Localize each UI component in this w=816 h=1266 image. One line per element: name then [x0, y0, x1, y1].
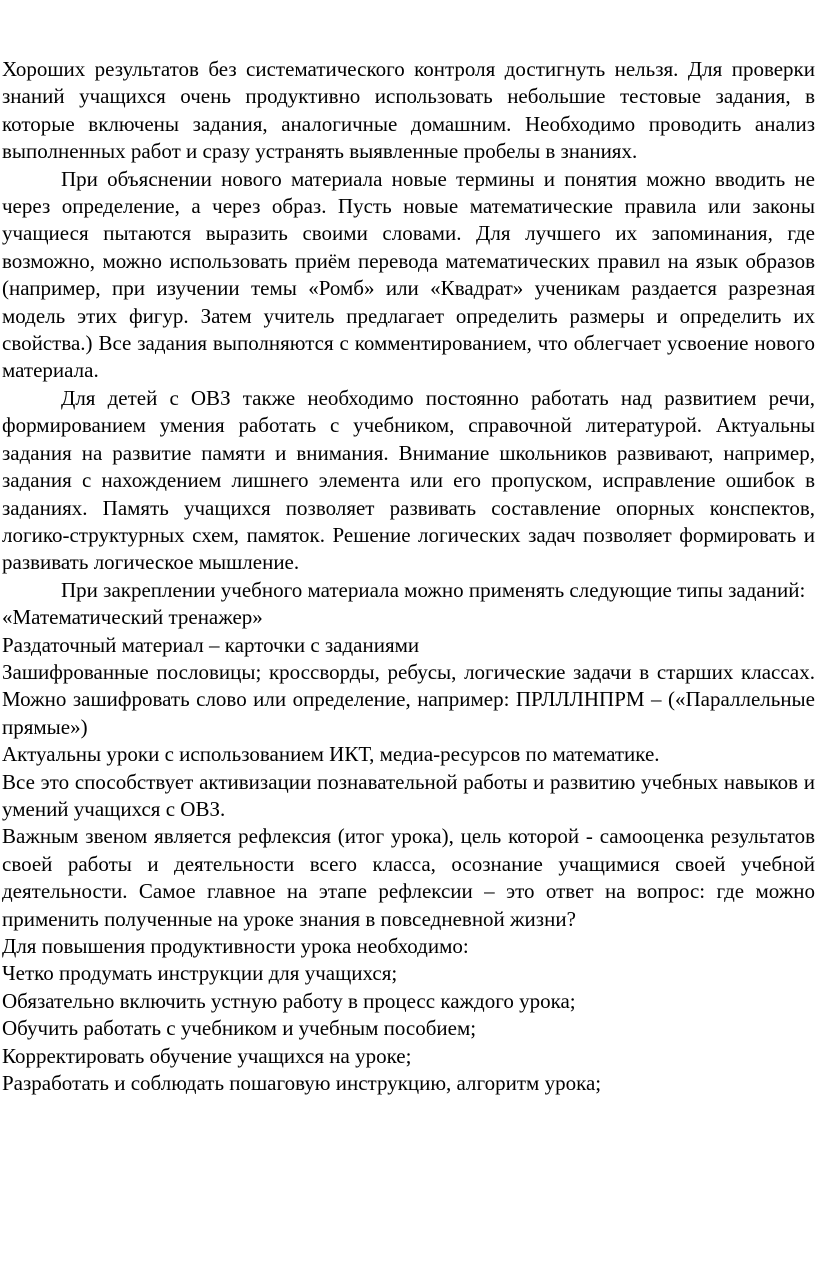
document-page	[0, 56, 816, 1097]
paragraph-reflection: Важным звеном является рефлексия (итог урока), цель которой - самооценка результатов своей работы и деятельности всего класса, осознание учащимися своей учебной деятельности. Самое главное на этапе рефлексии – это ответ на вопрос: где можно применить полученные на уроке знания в повседневной жизни?	[2, 824, 815, 931]
list-item-instructions: Четко продумать инструкции для учащихся;	[2, 961, 398, 986]
paragraph-new-material: При объяснении нового материала новые термины и понятия можно вводить не через определение, а через образ. Пусть новые математические правила или законы учащиеся пытаются выразить своими словами. Для лучшего их запоминания, где возможно, можно использовать приём перевода математических правил на язык образов (например, при изучении темы «Ромб» или «Квадрат» ученикам раздается разрезная модель этих фигур. Затем учитель предлагает определить размеры и определить их свойства.) Все задания выполняются с комментированием, что облегчает усвоение нового материала.	[2, 166, 815, 383]
list-item-oral-work: Обязательно включить устную работу в процесс каждого урока;	[2, 988, 576, 1013]
paragraph-consolidation: При закреплении учебного материала можно применять следующие типы заданий:	[61, 577, 806, 602]
list-item-textbook: Обучить работать с учебником и учебным пособием;	[2, 1016, 477, 1041]
list-item-trainer: «Математический тренажер»	[2, 605, 263, 630]
paragraph-ovz-speech: Для детей с ОВЗ также необходимо постоянно работать над развитием речи, формированием умения работать с учебником, справочной литературой. Актуальны задания на развитие памяти и внимания. Внимание школьников развивают, например, задания с нахождением лишнего элемента или его пропуском, исправление ошибок в заданиях. Память учащихся позволяет развивать составление опорных конспектов, логико-структурных схем, памяток. Решение логических задач позволяет формировать и развивать логическое мышление.	[2, 385, 815, 575]
paragraph-productivity: Для повышения продуктивности урока необходимо:	[2, 934, 469, 958]
list-item-encrypted: Зашифрованные пословицы; кроссворды, ребусы, логические задачи в старших классах. Можно зашифровать слово или определение, например: ПРЛЛЛНПРМ – («Параллельные прямые»)	[2, 659, 815, 739]
list-item-algorithm: Разработать и соблюдать пошаговую инструкцию, алгоритм урока;	[2, 1071, 602, 1096]
paragraph-control: Хороших результатов без систематического контроля достигнуть нельзя. Для проверки знаний учащихся очень продуктивно использовать небольшие тестовые задания, в которые включены задания, аналогичные домашним. Необходимо проводить анализ выполненных работ и сразу устранять выявленные пробелы в знаниях.	[2, 57, 815, 164]
list-item-handouts: Раздаточный материал – карточки с заданиями	[2, 632, 420, 657]
list-item-correct: Корректировать обучение учащихся на уроке;	[2, 1043, 412, 1068]
list-item-ict: Актуальны уроки с использованием ИКТ, медиа-ресурсов по математике.	[2, 742, 660, 767]
paragraph-activation: Все это способствует активизации познавательной работы и развитию учебных навыков и умений учащихся с ОВЗ.	[2, 769, 815, 821]
